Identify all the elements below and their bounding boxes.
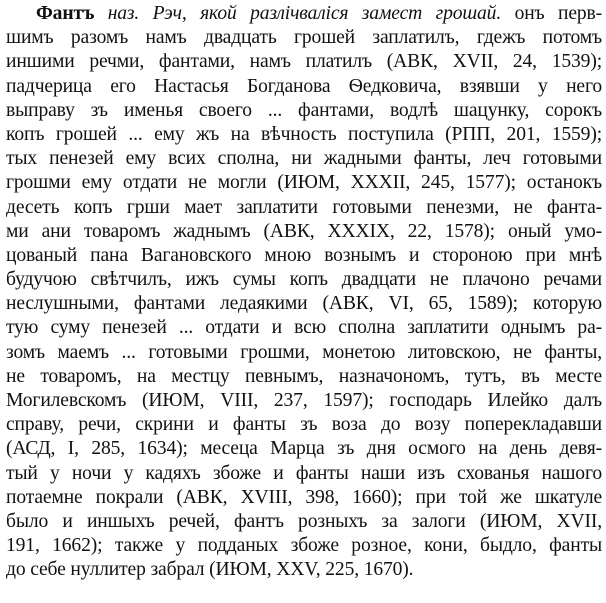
entry-line: 191, 1662); также у подданых збоже розное, кони, быдло, фанты [6,535,602,557]
entry-line: зомъ маемъ ... готовыми грошми, монетою литовскою, не фанты, [6,341,602,363]
entry-line: тую суму пенезей ... отдати и всю сполна заплатити однымъ ра- [6,317,602,339]
entry-line: не товаромъ, на местцу певнымъ, назначономъ, тутъ, въ месте [6,365,602,387]
entry-line: падчерица его Настасья Богданова Ѳедковича, взявши у него [6,75,602,97]
entry-line: тый у ночи у кадяхъ збоже и фанты наши изъ схованья нашого [6,462,602,484]
entry-last-line: до себе нуллитер забрал (ИЮМ, XXV, 225, 1670). [6,559,414,581]
entry-line: тых пенезей ему всих сполна, ни жадными фанты, леч готовыми [6,148,602,170]
entry-line: ми ани товаромъ жаднымъ (АВК, XXXIX, 22, 1578); оный умо- [6,220,602,242]
entry-line: выправу зъ именья своего ... фантами, водлѣ шацунку, сорокъ [6,99,602,121]
first-line-text: онъ перв- [514,3,603,24]
entry-line: цованый пана Вагановского мною вознымъ и стороною при мнѣ [6,244,602,266]
entry-line: было и иншыхъ речей, фантъ розныхъ за залоги (ИЮМ, XVII, [6,510,602,532]
entry-line: справу, речи, скрини и фанты зъ воза до возу поперекладавши [6,414,602,436]
entry-line: иншими речми, фантами, намъ платилъ (АВК, XVII, 24, 1539); [6,51,602,73]
entry-line: неслушными, фантами ледаякими (АВК, VI, 65, 1589); которую [6,293,602,315]
headword: Фантъ [36,3,95,24]
definition: наз. Рэч, якой разлічваліся замест грошай. [107,3,502,24]
entry-line: грошми ему отдати не могли (ИЮМ, XXXII, 245, 1577); останокъ [6,172,602,194]
entry-line: (АСД, I, 285, 1634); месеца Марца зъ дня осмого на день девя- [6,438,602,460]
entry-line: десеть копъ грши мает заплатити готовыми пенезми, не фанта- [6,196,602,218]
entry-line: будучою свѣтчилъ, ижъ сумы копъ двадцати не плачоно речами [6,269,602,291]
entry-line: Могилевскомъ (ИЮМ, VIII, 237, 1597); господарь Илейко далъ [6,390,602,411]
entry-line: потаемне покрали (АВК, XVIII, 398, 1660); при той же шкатуле [6,486,602,508]
entry-first-line [6,2,602,26]
entry-line: шимъ разомъ намъ двадцать грошей заплатилъ, гдежъ потомъ [6,27,602,49]
entry-line: копъ грошей ... ему жъ на вѣчность поступила (РПП, 201, 1559); [6,123,602,145]
